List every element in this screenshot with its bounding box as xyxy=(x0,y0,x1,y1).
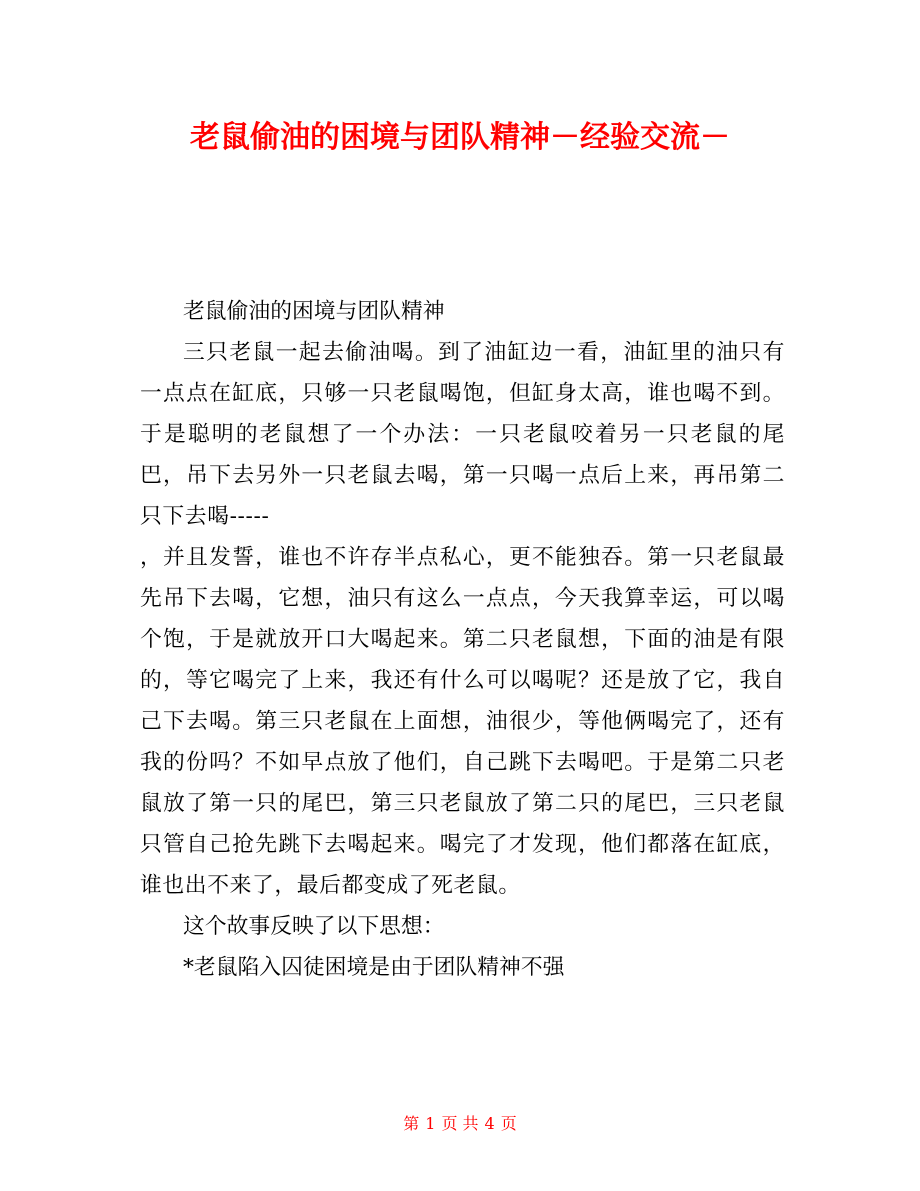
paragraph-bullet: *老鼠陷入囚徒困境是由于团队精神不强 xyxy=(183,955,565,980)
page-footer xyxy=(0,1112,920,1136)
paragraph-story-intro: 三只老鼠一起去偷油喝。到了油缸边一看，油缸里的油只有一点点在缸底，只够一只老鼠喝饱，但缸身太高，谁也喝不到。于是聪明的老鼠想了一个办法：一只老鼠咬着另一只老鼠的尾巴，吊下去另外一只老鼠去喝，第一只喝一点后上来，再吊第二只下去喝----- xyxy=(140,340,785,529)
paragraph-story-main: ，并且发誓，谁也不许存半点私心，更不能独吞。第一只老鼠最先吊下去喝，它想，油只有这么一点点，今天我算幸运，可以喝个饱，于是就放开口大喝起来。第二只老鼠想，下面的油是有限的，等它喝完了上来，我还有什么可以喝呢？还是放了它，我自己下去喝。第三只老鼠在上面想，油很少，等他俩喝完了，还有我的份吗？不如早点放了他们，自己跳下去喝吧。于是第二只老鼠放了第一只的尾巴，第三只老鼠放了第二只的尾巴，三只老鼠只管自己抢先跳下去喝起来。喝完了才发现，他们都落在缸底，谁也出不来了，最后都变成了死老鼠。 xyxy=(140,545,785,898)
footer-page-total: 4 xyxy=(484,1114,495,1133)
paragraph-heading: 老鼠偷油的困境与团队精神 xyxy=(183,299,445,324)
document-title: 老鼠偷油的困境与团队精神－经验交流－ xyxy=(190,120,730,155)
paragraph-reflection: 这个故事反映了以下思想： xyxy=(183,914,445,939)
footer-suffix: 页 xyxy=(500,1114,517,1133)
document-body xyxy=(140,291,785,988)
footer-page-current: 1 xyxy=(425,1114,436,1133)
footer-prefix: 第 xyxy=(403,1114,420,1133)
footer-mid: 页 共 xyxy=(441,1114,479,1133)
